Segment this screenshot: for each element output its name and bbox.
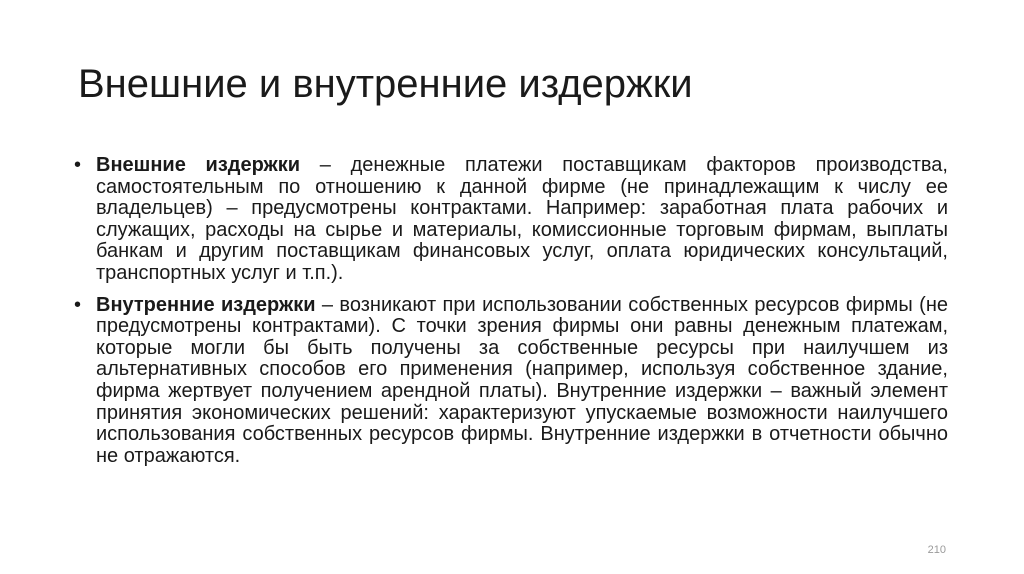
definition-external-costs: – денежные платежи поставщикам факторов производства, самостоятельным по отношению к данной фирме (не принадлежащим к числу ее владельцев) – предусмотрены контрактами. Например: заработная плата рабочих и служащих, расходы на сырье и материалы, комиссионные торговым фирмам, выплаты банкам и другим поставщикам финансовых услуг, оплата юридических консультаций, транспортных услуг и т.п.).	[96, 154, 948, 284]
slide-title: Внешние и внутренние издержки	[78, 62, 693, 106]
bullet-external-costs	[74, 155, 948, 285]
definition-internal-costs: – возникают при использовании собственных ресурсов фирмы (не предусмотрены контрактами). С точки зрения фирмы они равны денежным платежам, которые могли бы быть получены за собственные ресурсы при наилучшем из альтернативных способов его применения (например, используя собственное здание, фирма жертвует получением арендной платы). Внутренние издержки – важный элемент принятия экономических решений: характеризуют упускаемые возможности наилучшего использования собственных ресурсов фирмы. Внутренние издержки в отчетности обычно не отражаются.	[96, 293, 948, 467]
page-number: 210	[927, 544, 946, 556]
bullet-icon: •	[74, 293, 82, 316]
bullet-internal-costs	[74, 295, 948, 468]
term-external-costs: Внешние издержки	[96, 154, 301, 176]
term-internal-costs: Внутренние издержки	[96, 293, 316, 316]
bullet-icon: •	[74, 154, 82, 176]
bullet-list	[74, 155, 948, 477]
